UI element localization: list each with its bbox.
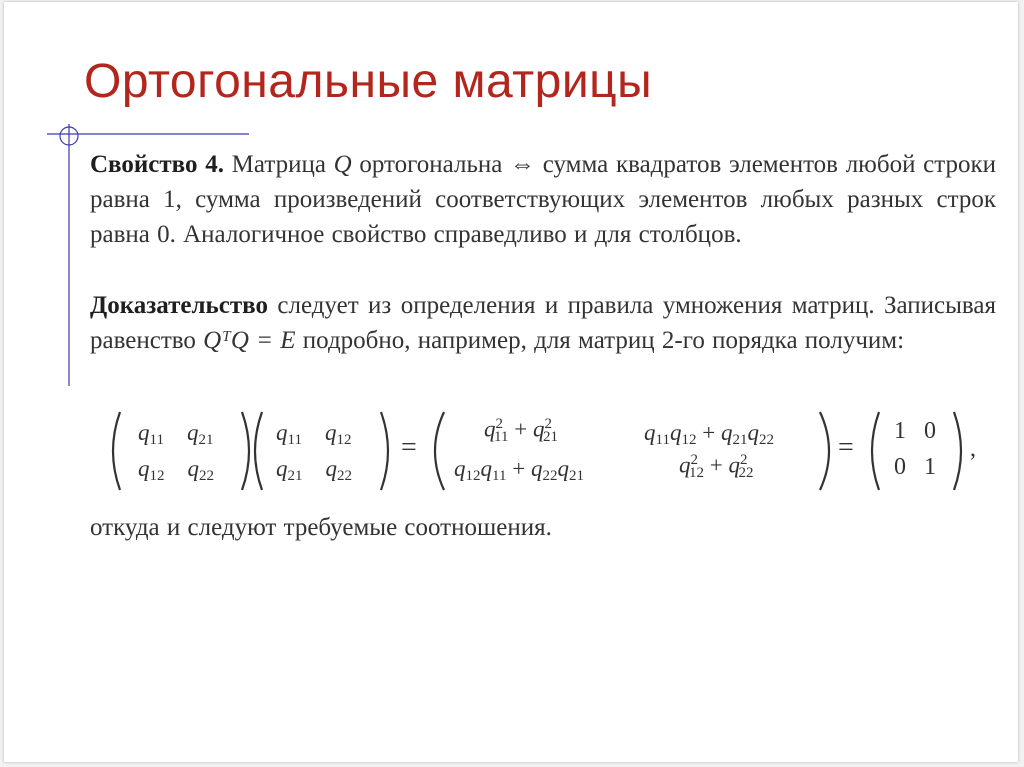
property-label: Свойство 4.: [90, 151, 224, 178]
m3-r2-c1: $q_{12}q_{11} + q_{22}q_{21}$: [454, 456, 584, 484]
identity-r1: 1 0: [894, 418, 936, 444]
m2-r1: $q_{11}$ $q_{12}$: [276, 420, 352, 448]
proof-paragraph: [90, 288, 996, 358]
proof-text-b: подробно, например, для матриц 2-го порядка получим:: [302, 327, 905, 354]
m3-r1-c2: $q_{11}q_{12} + q_{21}q_{22}$: [644, 420, 774, 448]
property-paragraph: [90, 147, 996, 252]
conclusion-text: откуда и следуют требуемые соотношения.: [90, 514, 552, 541]
trailing-comma: ,: [970, 436, 976, 462]
slide: [4, 2, 1018, 762]
m1-r1: $q_{11}$ $q_{21}$: [138, 420, 214, 448]
matrix-var-q: Q: [333, 151, 352, 178]
m1-r2: $q_{12}$ $q_{22}$: [138, 456, 214, 484]
slide-title: Ортогональные матрицы: [84, 55, 653, 108]
property-text-b: ортогональна: [359, 151, 503, 178]
proof-formula: QᵀQ = E: [203, 327, 296, 354]
matrix-equation: [104, 406, 1004, 496]
proof-text-a: следует из определения и правила умножения матриц. Записывая равенство: [90, 292, 997, 354]
property-text-a: Матрица: [231, 151, 326, 178]
m2-r2: $q_{21}$ $q_{22}$: [276, 456, 352, 484]
equals-sign-2: =: [838, 432, 854, 463]
identity-r2: 0 1: [894, 454, 936, 480]
property-text-c: сумма квадратов элементов любой строки равна 1, сумма произведений соответствующих элементов любых разных строк равна 0. Аналогичное свойство справедливо и для столбцов.: [90, 151, 996, 248]
equals-sign-1: =: [401, 432, 417, 463]
m3-r1-c1: $q^2_{11} + q^2_{21}$: [484, 416, 558, 445]
proof-label: Доказательство: [90, 292, 268, 319]
iff-symbol: ⇔: [510, 151, 536, 178]
m3-r2-c2: $q^2_{12} + q^2_{22}$: [679, 452, 754, 481]
